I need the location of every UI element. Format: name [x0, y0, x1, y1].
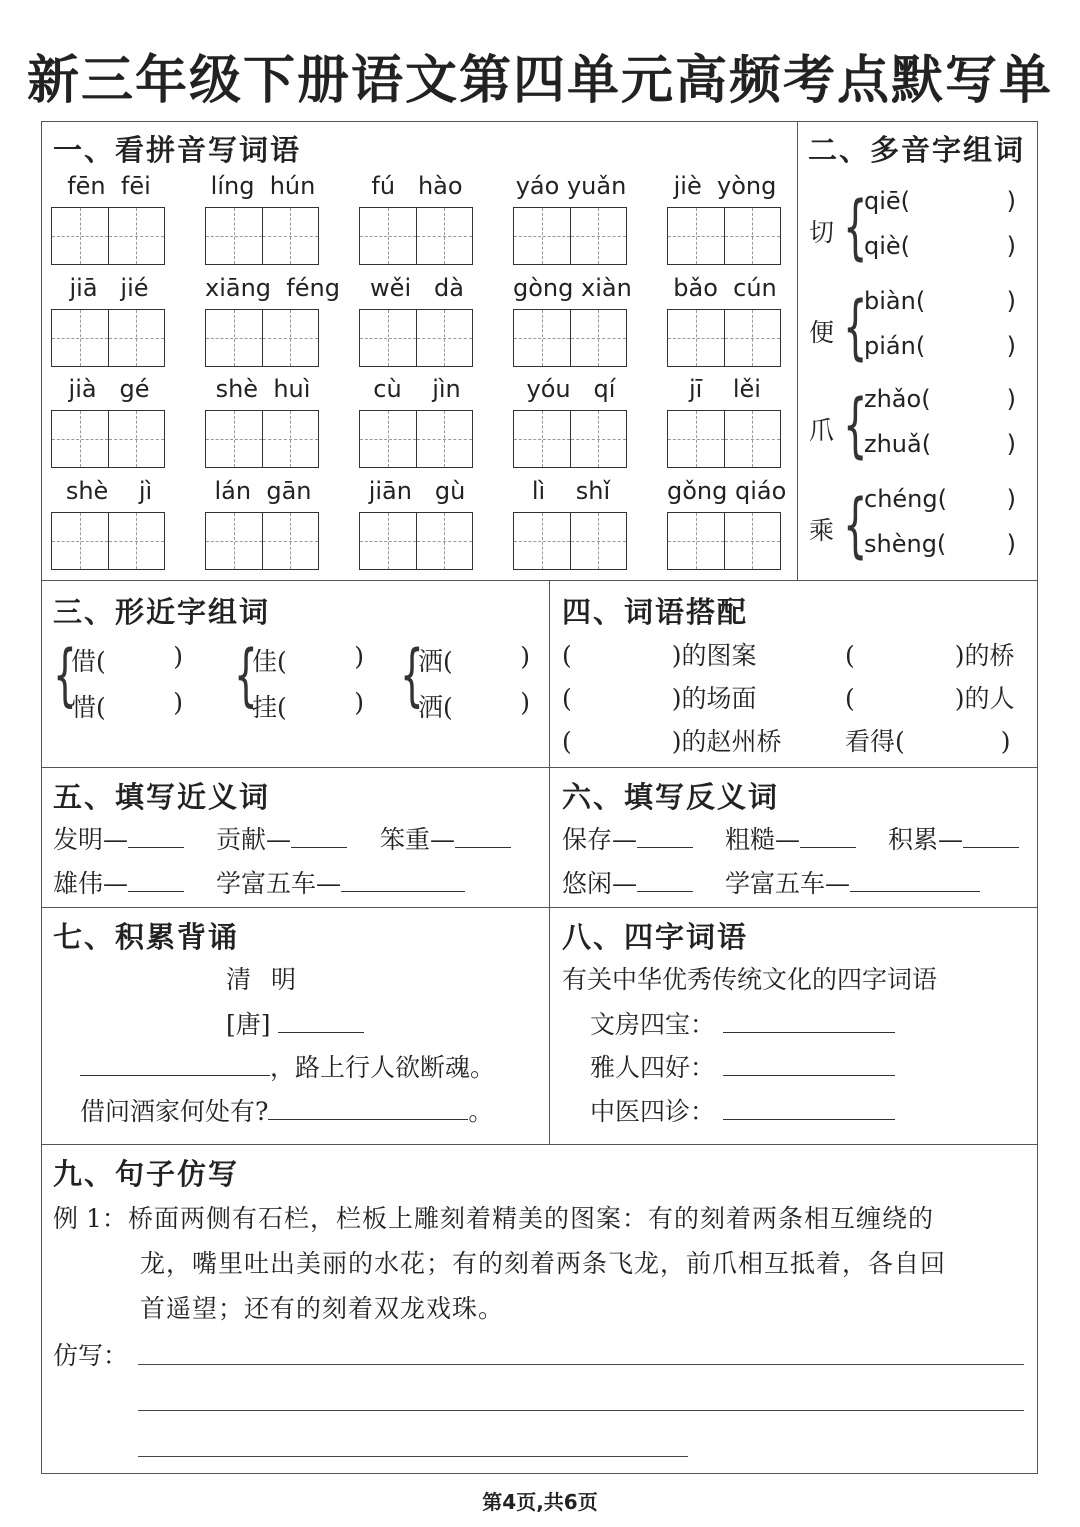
section-8-heading: 八、四字词语	[562, 920, 749, 954]
example-text-line: 桥面两侧有石栏，栏板上雕刻着精美的图案：有的刻着两条相互缠绕的	[128, 1204, 935, 1233]
tianzi-grid-box[interactable]	[51, 309, 165, 367]
polyphone-char: 便	[809, 318, 835, 347]
reading-text: shèng(	[864, 530, 947, 558]
close-paren: )	[1006, 430, 1016, 458]
section-2-heading: 二、多音字组词	[808, 133, 1026, 167]
polyphone-reading	[864, 430, 1016, 458]
pinyin-label: shè jì	[65, 477, 153, 505]
polyphone-reading	[864, 187, 1016, 215]
polyphone-reading	[864, 332, 1016, 360]
pinyin-label: fú hào	[371, 172, 463, 200]
tianzi-grid-box[interactable]	[513, 207, 627, 265]
synonym-item: 发明—	[53, 820, 184, 856]
grid-cell[interactable]	[724, 411, 781, 467]
tianzi-grid-box[interactable]	[359, 207, 473, 265]
tianzi-grid-box[interactable]	[513, 512, 627, 570]
pinyin-label: cù jìn	[373, 375, 461, 403]
grid-cell[interactable]	[360, 513, 416, 569]
pinyin-label: jī lěi	[689, 375, 761, 403]
writing-line[interactable]	[138, 1364, 1024, 1365]
grid-cell[interactable]	[206, 310, 262, 366]
polyphone-reading	[864, 485, 1016, 513]
reading-text: qiè(	[864, 232, 911, 260]
close-paren: )	[173, 688, 183, 717]
antonym-item: 积累—	[888, 820, 1019, 856]
char-text: 洒(	[418, 693, 453, 722]
grid-cell[interactable]	[416, 208, 473, 264]
section-4-heading: 四、词语搭配	[562, 595, 749, 629]
idiom-item: 雅人四好：	[590, 1048, 895, 1084]
close-paren: )	[1006, 187, 1016, 215]
grid-cell[interactable]	[360, 208, 416, 264]
pinyin-label: jiān gù	[368, 477, 466, 505]
polyphone-char: 切	[809, 218, 835, 247]
brace-icon: {	[843, 286, 868, 368]
pinyin-label: yóu qí	[526, 375, 616, 403]
grid-cell[interactable]	[360, 411, 416, 467]
synonym-item: 学富五车—	[216, 864, 465, 900]
tianzi-grid-box[interactable]	[667, 410, 781, 468]
poem-line-2: 借问酒家何处有? 。	[80, 1097, 494, 1126]
collocation-item: ( )的赵州桥	[562, 727, 782, 756]
grid-cell[interactable]	[514, 513, 570, 569]
grid-cell[interactable]	[570, 208, 627, 264]
tianzi-grid-box[interactable]	[359, 410, 473, 468]
polyphone-reading	[864, 287, 1016, 315]
idiom-item: 文房四宝：	[590, 1005, 895, 1041]
grid-cell[interactable]	[416, 411, 473, 467]
tianzi-grid-box[interactable]	[667, 512, 781, 570]
reading-text: zhǎo(	[864, 385, 931, 413]
pinyin-label: shè huì	[215, 375, 311, 403]
tianzi-grid-box[interactable]	[205, 207, 319, 265]
section-3-heading: 三、形近字组词	[53, 595, 271, 629]
close-paren: )	[520, 688, 530, 717]
tianzi-grid-box[interactable]	[359, 512, 473, 570]
close-paren: )	[1006, 530, 1016, 558]
brace-icon: {	[843, 484, 868, 566]
idiom-intro: 有关中华优秀传统文化的四字词语	[562, 965, 938, 994]
collocation-item: ( )的人	[845, 684, 1015, 713]
similar-char-item	[252, 642, 364, 678]
grid-cell[interactable]	[570, 411, 627, 467]
section-1-heading: 一、看拼音写词语	[53, 133, 302, 167]
char-text: 挂(	[252, 693, 287, 722]
pinyin-label: lì shǐ	[531, 477, 611, 505]
grid-cell[interactable]	[668, 208, 724, 264]
grid-cell[interactable]	[514, 310, 570, 366]
section-5-heading: 五、填写近义词	[53, 780, 271, 814]
tianzi-grid-box[interactable]	[359, 309, 473, 367]
pinyin-label: jiā jié	[69, 274, 149, 302]
pinyin-label: yáo yuǎn	[515, 172, 627, 200]
divider	[41, 1144, 1038, 1145]
tianzi-grid-box[interactable]	[205, 309, 319, 367]
close-paren: )	[173, 642, 183, 671]
poem-title: 清 明	[226, 965, 302, 994]
collocation-item: ( )的场面	[562, 684, 757, 713]
similar-char-item	[71, 642, 183, 678]
example-text-line: 首遥望；还有的刻着双龙戏珠。	[140, 1294, 505, 1323]
collocation-item: ( )的图案	[562, 641, 757, 670]
pinyin-label: jiè yòng	[673, 172, 777, 200]
grid-cell[interactable]	[416, 513, 473, 569]
synonym-item: 笨重—	[380, 820, 511, 856]
grid-cell[interactable]	[52, 411, 108, 467]
similar-char-item	[418, 688, 530, 724]
pinyin-label: gǒng qiáo	[667, 477, 787, 505]
brace-icon: {	[400, 636, 424, 715]
idiom-item: 中医四诊：	[590, 1092, 895, 1128]
collocation-item: ( )的桥	[845, 641, 1015, 670]
grid-cell[interactable]	[724, 208, 781, 264]
divider	[41, 767, 1038, 768]
antonym-item: 粗糙—	[725, 820, 856, 856]
close-paren: )	[1006, 232, 1016, 260]
poem-author: [唐]	[226, 1005, 364, 1041]
pinyin-label: fēn fēi	[67, 172, 151, 200]
synonym-item: 雄伟—	[53, 864, 184, 900]
grid-cell[interactable]	[206, 513, 262, 569]
section-6-heading: 六、填写反义词	[562, 780, 780, 814]
reading-text: biàn(	[864, 287, 926, 315]
tianzi-grid-box[interactable]	[513, 410, 627, 468]
close-paren: )	[1006, 485, 1016, 513]
grid-cell[interactable]	[108, 310, 165, 366]
polyphone-reading	[864, 232, 1016, 260]
grid-cell[interactable]	[668, 310, 724, 366]
writing-line[interactable]	[138, 1456, 688, 1457]
similar-char-item	[418, 642, 530, 678]
pinyin-label: lán gān	[214, 477, 312, 505]
grid-cell[interactable]	[262, 310, 319, 366]
grid-cell[interactable]	[52, 208, 108, 264]
grid-cell[interactable]	[262, 411, 319, 467]
grid-cell[interactable]	[416, 310, 473, 366]
grid-cell[interactable]	[108, 208, 165, 264]
char-text: 借(	[71, 647, 106, 676]
brace-icon: {	[843, 384, 868, 466]
close-paren: )	[1006, 332, 1016, 360]
tianzi-grid-box[interactable]	[667, 309, 781, 367]
writing-line[interactable]	[138, 1410, 1024, 1411]
imitation-label: 仿写：	[53, 1341, 129, 1370]
close-paren: )	[1006, 287, 1016, 315]
grid-cell[interactable]	[514, 208, 570, 264]
brace-icon: {	[234, 636, 258, 715]
tianzi-grid-box[interactable]	[51, 410, 165, 468]
antonym-item: 学富五车—	[725, 864, 980, 900]
polyphone-char: 乘	[809, 516, 835, 545]
pinyin-label: xiāng féng	[205, 274, 340, 302]
grid-cell[interactable]	[108, 513, 165, 569]
pinyin-label: bǎo cún	[673, 274, 777, 302]
grid-cell[interactable]	[108, 411, 165, 467]
grid-cell[interactable]	[360, 310, 416, 366]
close-paren: )	[1006, 385, 1016, 413]
polyphone-char: 爪	[809, 416, 835, 445]
pinyin-label: líng hún	[210, 172, 316, 200]
example-text-line: 龙，嘴里吐出美丽的水花；有的刻着两条飞龙，前爪相互抵着，各自回	[140, 1249, 947, 1278]
section-7-heading: 七、积累背诵	[53, 920, 240, 954]
close-paren: )	[354, 688, 364, 717]
tianzi-grid-box[interactable]	[205, 410, 319, 468]
grid-cell[interactable]	[724, 310, 781, 366]
tianzi-grid-box[interactable]	[51, 207, 165, 265]
reading-text: zhuǎ(	[864, 430, 932, 458]
grid-cell[interactable]	[52, 310, 108, 366]
grid-cell[interactable]	[514, 411, 570, 467]
grid-cell[interactable]	[52, 513, 108, 569]
collocation-item: 看得( )	[845, 727, 1011, 756]
grid-cell[interactable]	[570, 310, 627, 366]
char-text: 佳(	[252, 647, 287, 676]
reading-text: qiē(	[864, 187, 911, 215]
close-paren: )	[520, 642, 530, 671]
divider	[549, 580, 550, 1144]
section-9-heading: 九、句子仿写	[53, 1157, 240, 1191]
grid-cell[interactable]	[262, 208, 319, 264]
grid-cell[interactable]	[570, 513, 627, 569]
similar-char-item	[71, 688, 183, 724]
pinyin-label: jià gé	[68, 375, 150, 403]
page-number: 第4页,共6页	[482, 1490, 598, 1514]
grid-cell[interactable]	[262, 513, 319, 569]
close-paren: )	[354, 642, 364, 671]
brace-icon: {	[53, 636, 77, 715]
pinyin-label: wěi dà	[370, 274, 464, 302]
grid-cell[interactable]	[668, 513, 724, 569]
brace-icon: {	[843, 186, 868, 268]
divider	[41, 907, 1038, 908]
reading-text: chéng(	[864, 485, 947, 513]
divider	[797, 121, 798, 581]
reading-text: pián(	[864, 332, 926, 360]
grid-cell[interactable]	[724, 513, 781, 569]
poem-line-1: ，路上行人欲断魂。	[80, 1048, 495, 1084]
example-label: 例 1：	[53, 1204, 127, 1233]
antonym-item: 悠闲—	[562, 864, 693, 900]
tianzi-grid-box[interactable]	[513, 309, 627, 367]
grid-cell[interactable]	[206, 411, 262, 467]
polyphone-reading	[864, 530, 1016, 558]
pinyin-label: gòng xiàn	[513, 274, 632, 302]
char-text: 惜(	[71, 693, 106, 722]
antonym-item: 保存—	[562, 820, 693, 856]
grid-cell[interactable]	[206, 208, 262, 264]
similar-char-item	[252, 688, 364, 724]
grid-cell[interactable]	[668, 411, 724, 467]
tianzi-grid-box[interactable]	[51, 512, 165, 570]
tianzi-grid-box[interactable]	[205, 512, 319, 570]
page-title: 新三年级下册语文第四单元高频考点默写单	[26, 50, 1053, 111]
char-text: 洒(	[418, 647, 453, 676]
polyphone-reading	[864, 385, 1016, 413]
tianzi-grid-box[interactable]	[667, 207, 781, 265]
synonym-item: 贡献—	[216, 820, 347, 856]
divider	[41, 580, 1038, 581]
